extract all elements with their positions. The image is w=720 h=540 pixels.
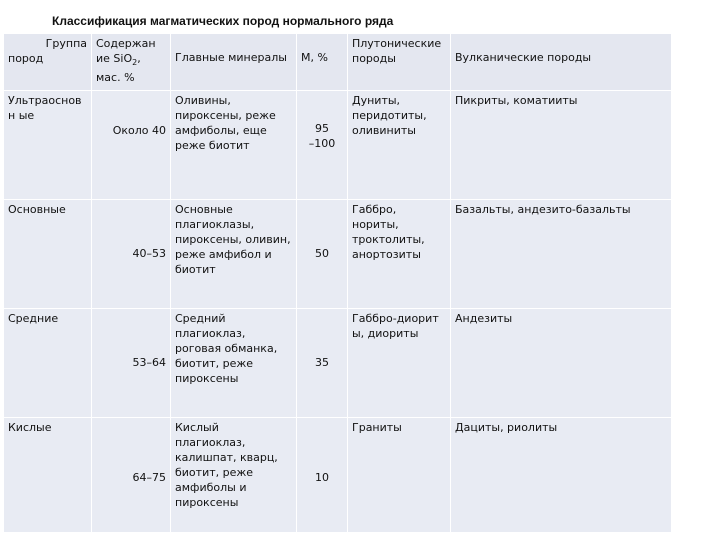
header-main-minerals-label: Главные минералы <box>175 51 287 64</box>
cell-plutonic: Габбро, нориты, троктолиты, анортозиты <box>348 200 451 309</box>
cell-sio2 <box>92 91 171 200</box>
header-plutonic-label: Плутонические породы <box>352 37 442 65</box>
cell-group: Кислые <box>4 418 92 533</box>
header-group-bottom: пород <box>8 52 44 65</box>
cell-volcanic: Базальты, андезито-базальты <box>451 200 672 309</box>
document-title: Классификация магматических пород нормального ряда <box>52 14 394 28</box>
cell-minerals: Основные плагиоклазы, пироксены, оливин, реже амфибол и биотит <box>171 200 297 309</box>
cell-m <box>297 91 348 200</box>
table-row <box>4 91 672 200</box>
header-sio2-line2-end: , <box>137 52 141 65</box>
header-m-percent <box>297 34 348 91</box>
header-m-percent-label: М, % <box>301 51 328 64</box>
cell-sio2-value: 64–75 <box>132 471 166 484</box>
cell-m-value: 50 <box>315 247 329 260</box>
cell-minerals: Средний плагиоклаз, роговая обманка, биотит, реже пироксены <box>171 309 297 418</box>
header-sio2-line1: Содержан <box>96 37 156 50</box>
cell-sio2-value: 40–53 <box>132 247 166 260</box>
cell-plutonic: Дуниты, перидотиты, оливиниты <box>348 91 451 200</box>
cell-group: Ультраосновн ые <box>4 91 92 200</box>
header-plutonic <box>348 34 451 91</box>
cell-minerals: Оливины, пироксены, реже амфиболы, еще реже биотит <box>171 91 297 200</box>
rock-classification-table <box>3 33 672 533</box>
header-group-top: Группа <box>45 37 87 50</box>
cell-volcanic: Пикриты, коматииты <box>451 91 672 200</box>
cell-m-value-cont: –100 <box>308 137 336 150</box>
cell-plutonic: Габбро-диорит ы, диориты <box>348 309 451 418</box>
cell-volcanic: Дациты, риолиты <box>451 418 672 533</box>
cell-m-value: 10 <box>315 471 329 484</box>
cell-group: Основные <box>4 200 92 309</box>
cell-sio2 <box>92 309 171 418</box>
cell-m-value: 35 <box>315 356 329 369</box>
cell-sio2-value: 53–64 <box>132 356 166 369</box>
cell-plutonic: Граниты <box>348 418 451 533</box>
cell-minerals: Кислый плагиоклаз, калишпат, кварц, биотит, реже амфиболы и пироксены <box>171 418 297 533</box>
header-main-minerals <box>171 34 297 91</box>
header-sio2-subscript: 2 <box>132 58 138 68</box>
header-sio2-line3: мас. % <box>96 71 135 85</box>
cell-sio2-value: Около 40 <box>112 124 166 137</box>
header-volcanic <box>451 34 672 91</box>
cell-m <box>297 200 348 309</box>
cell-m-value: 95 <box>315 122 329 135</box>
table-row <box>4 418 672 533</box>
cell-sio2 <box>92 418 171 533</box>
cell-group: Средние <box>4 309 92 418</box>
cell-volcanic: Андезиты <box>451 309 672 418</box>
cell-sio2 <box>92 200 171 309</box>
header-sio2-content <box>92 34 171 91</box>
cell-m <box>297 309 348 418</box>
cell-m <box>297 418 348 533</box>
header-sio2-line2: ие SiO <box>96 52 133 65</box>
header-volcanic-label: Вулканические породы <box>455 51 592 64</box>
table-row <box>4 200 672 309</box>
table-header-row <box>4 34 672 91</box>
header-rock-group <box>4 34 92 91</box>
table-row <box>4 309 672 418</box>
